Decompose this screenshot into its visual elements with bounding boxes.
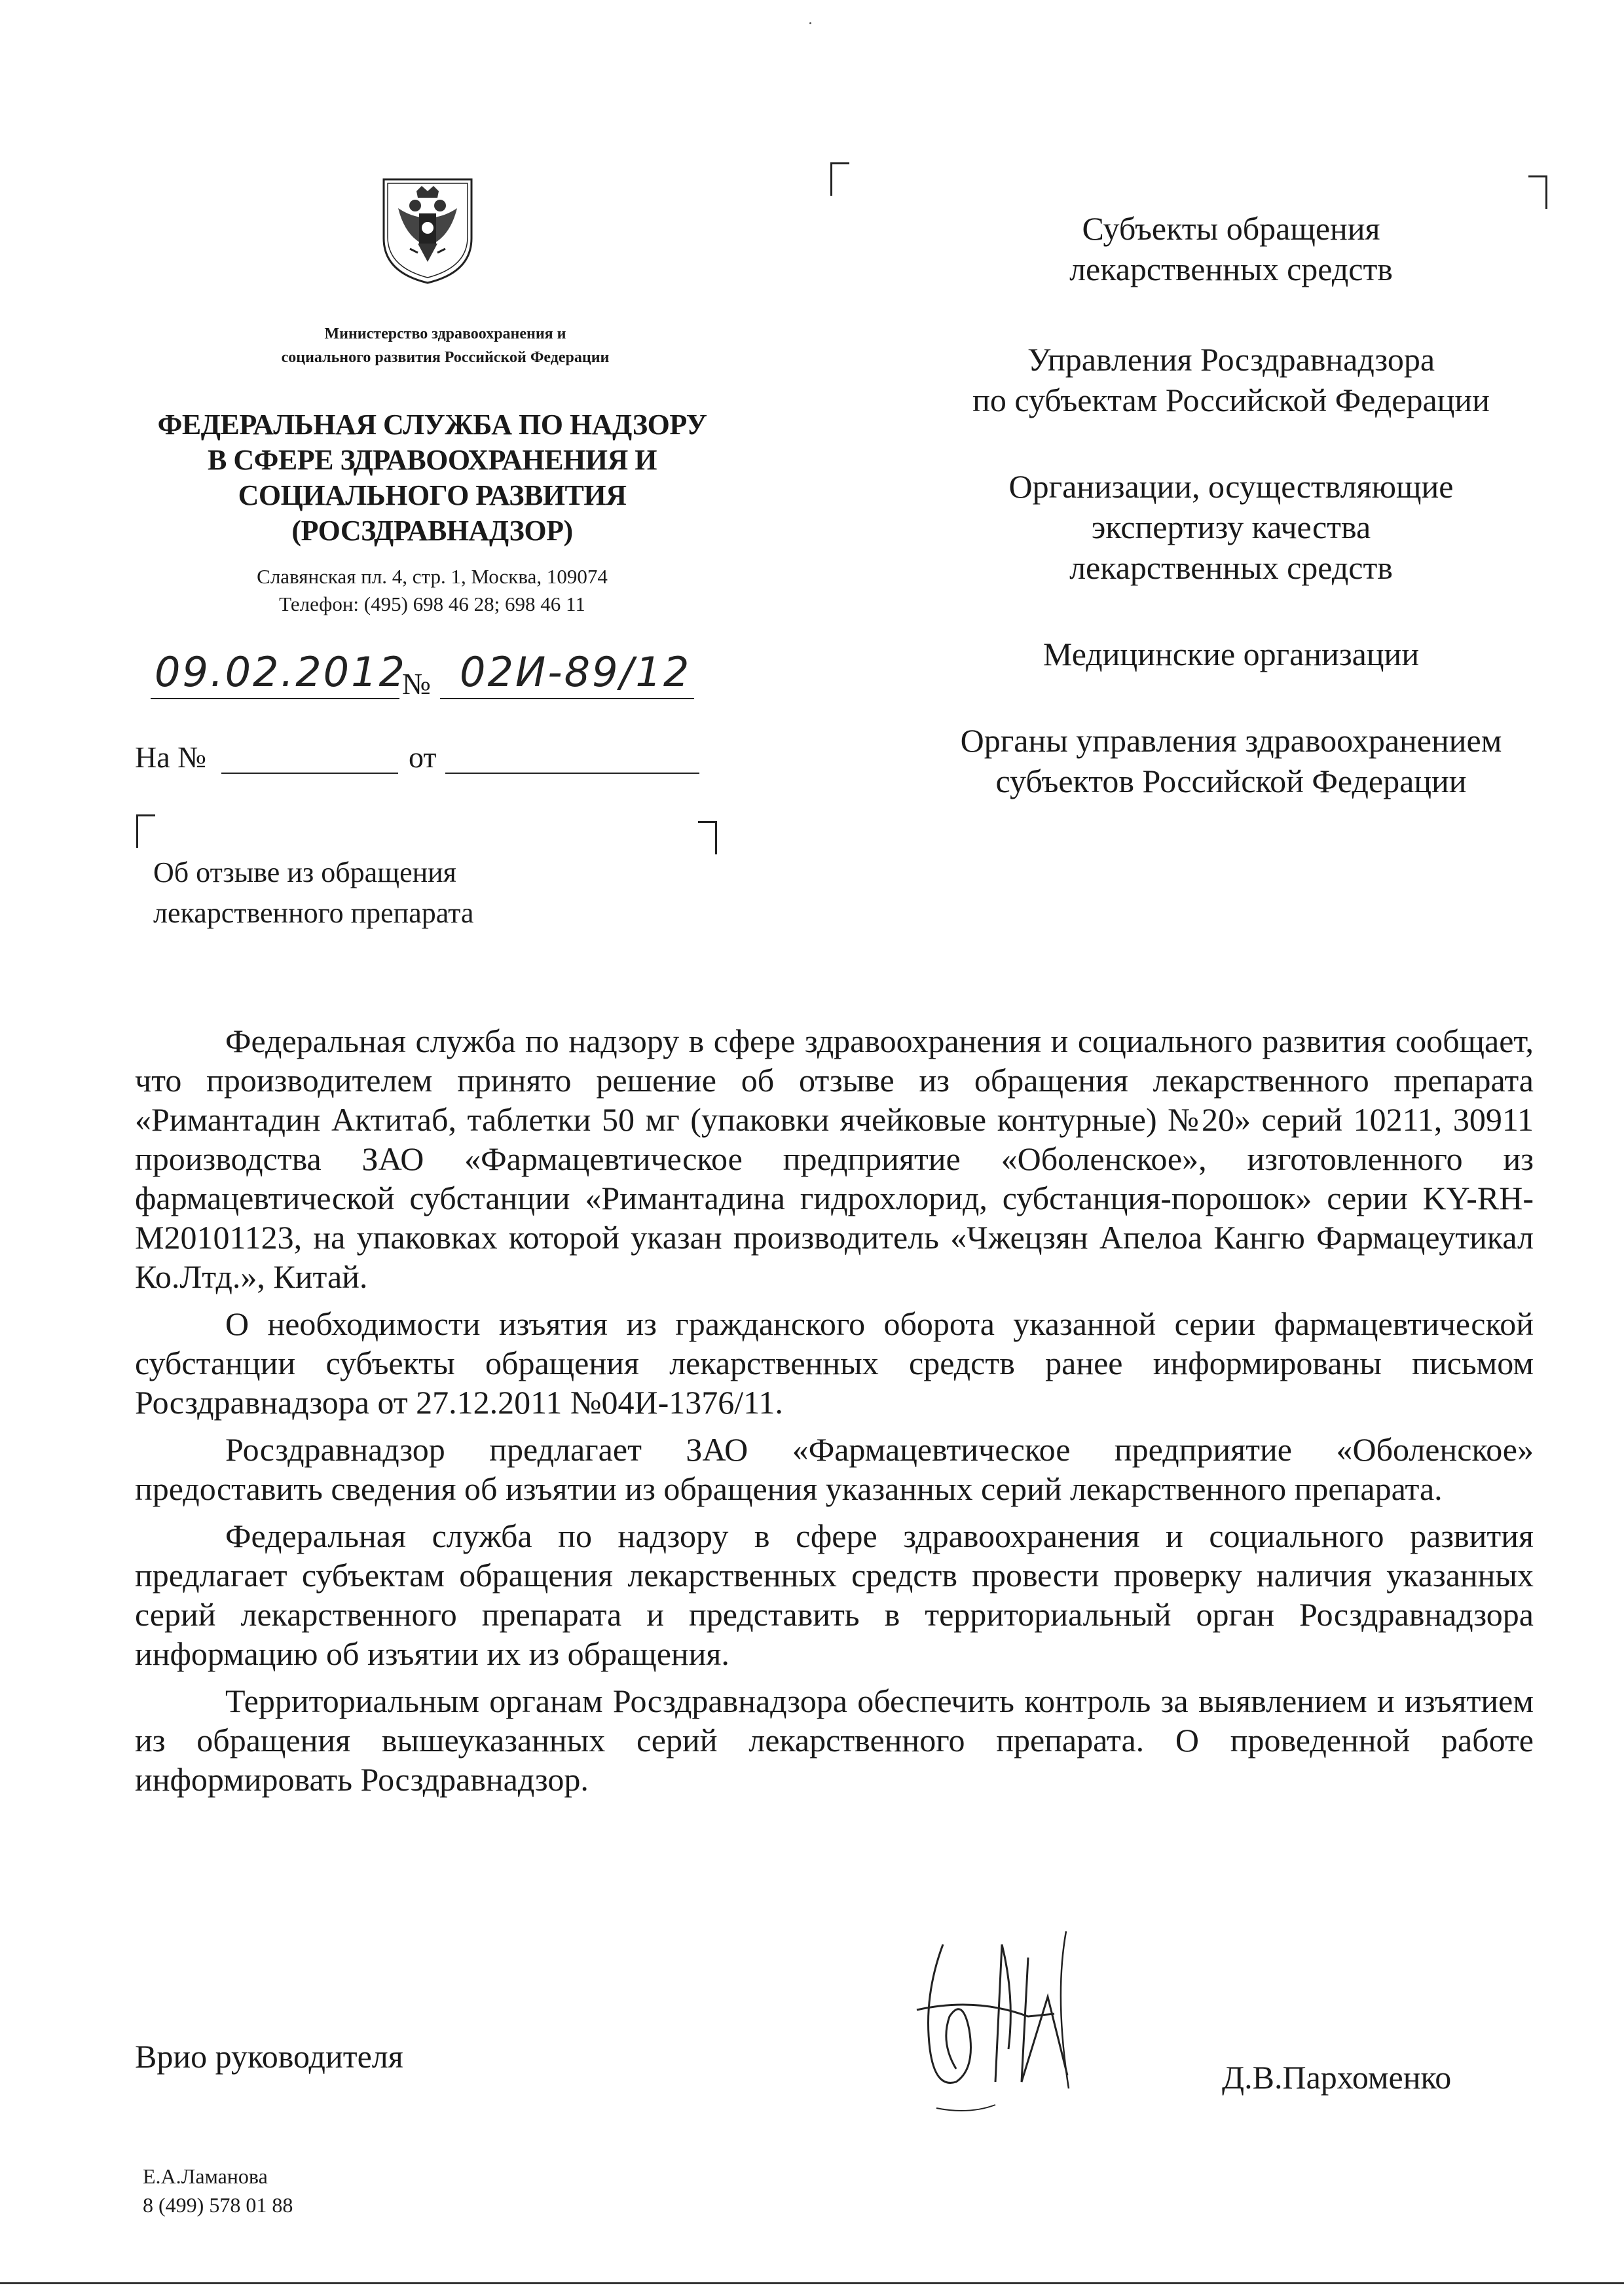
signatory-position: Врио руководителя (135, 2038, 403, 2075)
body-paragraph: О необходимости изъятия из гражданского оборота указанной серии фармацевтической субстанции субъекты обращения лекарственных средств ранее информированы письмом Росздравнадзора от 27.12.2011 №04И-1376/11. (135, 1305, 1534, 1421)
handwritten-signature-icon (897, 1918, 1107, 2134)
recipient-line: субъектов Российской Федерации (995, 763, 1467, 799)
recipient-group (877, 339, 1585, 420)
scan-edge-line (0, 2282, 1624, 2284)
from-blank (445, 773, 699, 774)
service-line: СОЦИАЛЬНОГО РАЗВИТИЯ (238, 479, 627, 511)
executor-block (143, 2162, 293, 2219)
recipient-line: экспертизу качества (1091, 509, 1371, 545)
corner-bracket (1528, 175, 1547, 209)
executor-name: Е.А.Ламанова (143, 2164, 268, 2188)
recipient-line: Субъекты обращения (1082, 210, 1380, 247)
sender-address (144, 563, 720, 618)
ministry-name (177, 322, 714, 369)
address-line: Телефон: (495) 698 46 28; 698 46 11 (279, 592, 585, 615)
corner-bracket (136, 814, 155, 848)
service-name (105, 407, 760, 549)
body-paragraph: Росздравнадзор предлагает ЗАО «Фармацевтическое предприятие «Оболенское» предоставить сведения об изъятии из обращения указанных серий лекарственного препарата. (135, 1431, 1534, 1507)
corner-bracket (830, 162, 849, 196)
recipient-group (877, 720, 1585, 801)
number-sign: № (402, 667, 431, 701)
service-line: (РОСЗДРАВНАДЗОР) (291, 515, 573, 547)
recipient-line: Органы управления здравоохранением (960, 722, 1502, 759)
recipient-line: Управления Росздравнадзора (1027, 341, 1435, 378)
in-reply-label: На № (135, 740, 207, 774)
ministry-line: социального развития Российской Федерации (281, 349, 610, 366)
body-paragraph: Территориальным органам Росздравнадзора обеспечить контроль за выявлением и изъятием из обращения вышеуказанных серий лекарственного препарата. О проведенной работе информировать Росздравнадзор. (135, 1683, 1534, 1798)
coat-of-arms-icon (378, 175, 477, 287)
body-paragraph: Федеральная служба по надзору в сфере здравоохранения и социального развития предлагает субъектам обращения лекарственных средств провести проверку наличия указанных серий лекарственного препарата и представить в территориальный орган Росздравнадзора информацию об изъятии их из обращения. (135, 1518, 1534, 1672)
scan-speck (809, 22, 811, 24)
signatory-name: Д.В.Пархоменко (1222, 2059, 1452, 2096)
in-reply-blank (221, 773, 398, 774)
number-underline (440, 698, 694, 699)
recipient-line: лекарственных средств (1069, 251, 1393, 287)
letter-subject (153, 852, 677, 934)
corner-bracket (698, 821, 717, 854)
from-label: от (409, 740, 437, 774)
address-line: Славянская пл. 4, стр. 1, Москва, 109074 (257, 565, 608, 588)
body-paragraph: Федеральная служба по надзору в сфере здравоохранения и социального развития сообщает, что производителем принято решение об отзыве из обращения лекарственного препарата «Римантадин Актитаб, таблетки 50 мг (упаковки ячейковые контурные) №20» серий 10211, 30911 производства ЗАО «Фармацевтическое предприятие «Оболенское», изготовленного из фармацевтической субстанции «Римантадина гидрохлорид, субстанция-порошок» серии KY-RH-M20101123, на упаковках которой указан производитель «Чжецзян Апелоа Кангю Фармацеутикал Ко.Лтд.», Китай. (135, 1023, 1534, 1295)
service-line: В СФЕРЕ ЗДРАВООХРАНЕНИЯ И (208, 444, 657, 476)
recipient-group (877, 208, 1585, 289)
recipient-line: лекарственных средств (1069, 549, 1393, 586)
recipient-line: Организации, осуществляющие (1008, 468, 1454, 505)
recipient-line: Медицинские организации (1043, 636, 1420, 672)
date-underline (151, 698, 399, 699)
document-number: 02И-89/12 (460, 648, 692, 696)
subject-line: лекарственного препарата (153, 897, 474, 929)
letter-body (135, 1021, 1534, 1807)
recipient-group (877, 466, 1585, 588)
document-date: 09.02.2012 (155, 648, 407, 696)
recipients-block (877, 208, 1585, 847)
subject-line: Об отзыве из обращения (153, 856, 456, 888)
ministry-line: Министерство здравоохранения и (324, 325, 566, 342)
recipient-group (877, 634, 1585, 674)
executor-phone: 8 (499) 578 01 88 (143, 2193, 293, 2217)
recipient-line: по субъектам Российской Федерации (972, 382, 1490, 418)
service-line: ФЕДЕРАЛЬНАЯ СЛУЖБА ПО НАДЗОРУ (157, 409, 707, 441)
